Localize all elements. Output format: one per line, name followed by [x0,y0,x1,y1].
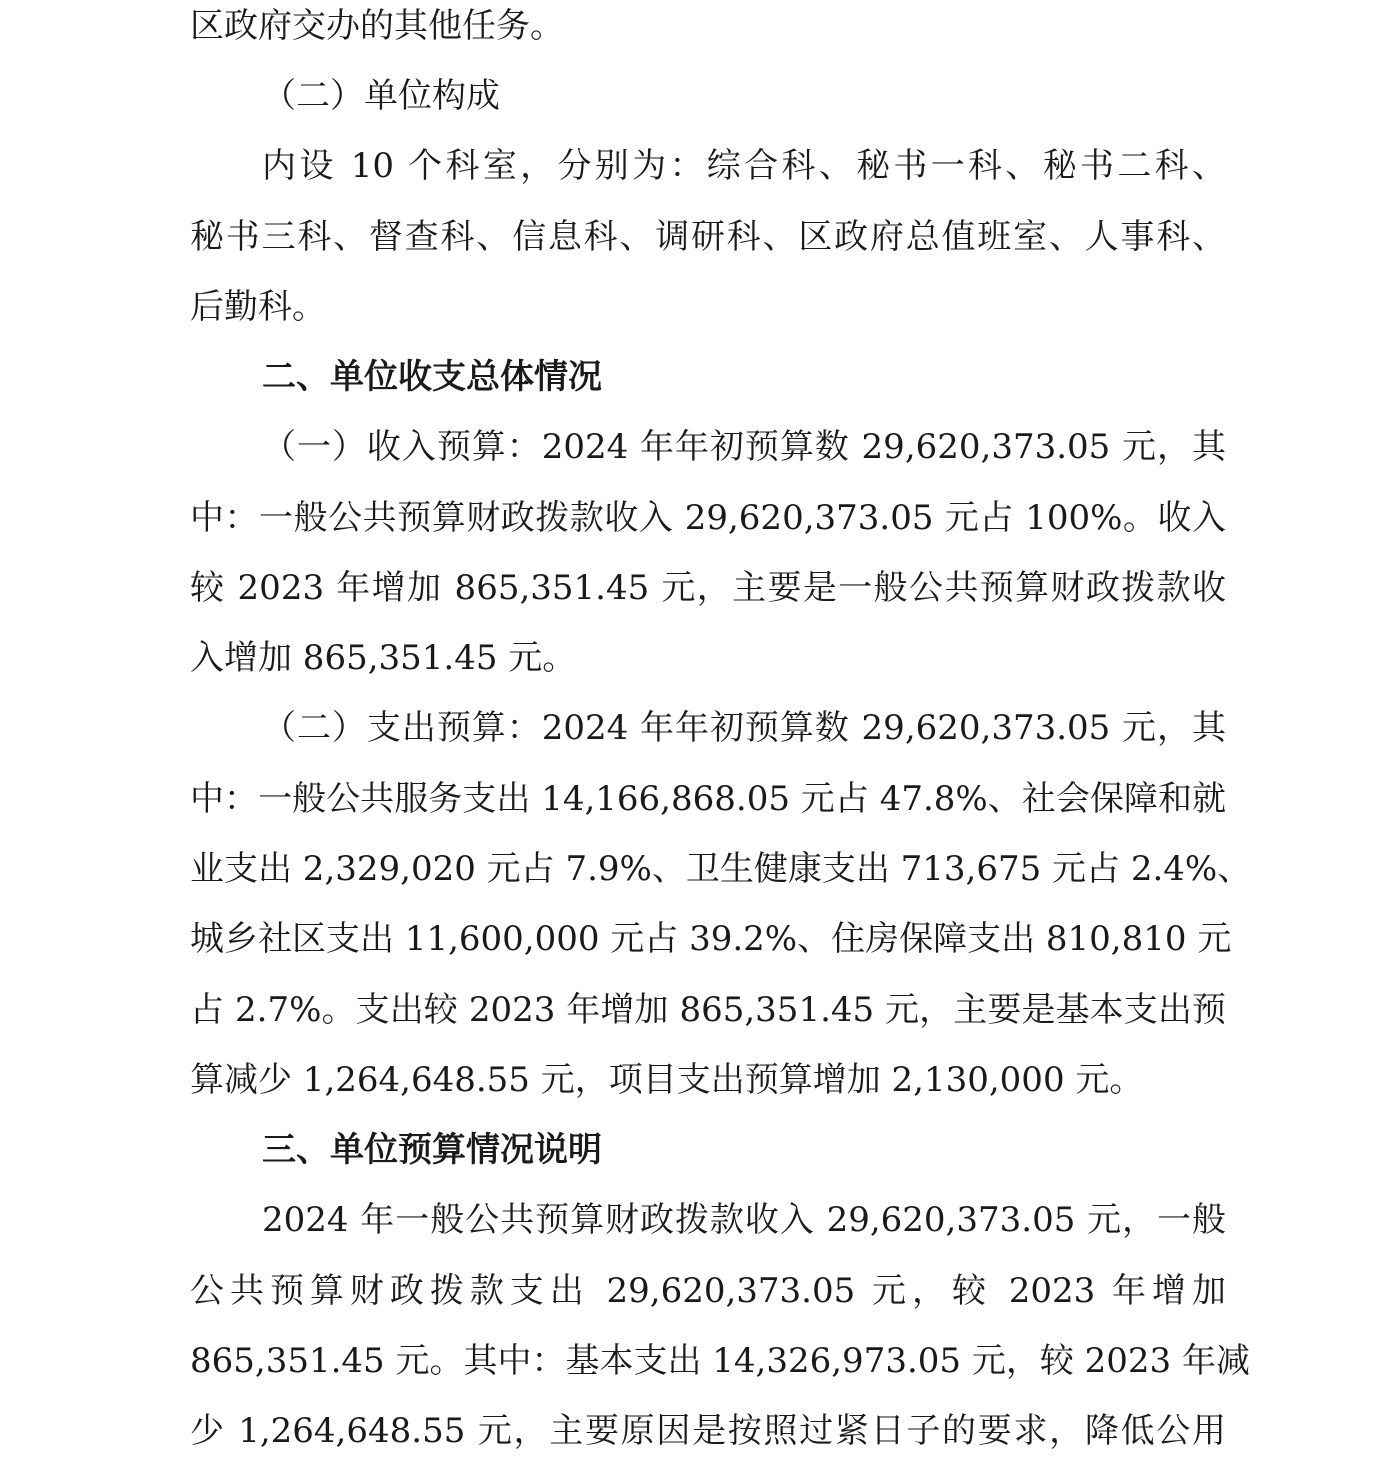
body-text-line: 2024 年一般公共预算财政拨款收入 29,620,373.05 元，一般 [262,1200,1226,1240]
body-text-line: 算减少 1,264,648.55 元，项目支出预算增加 2,130,000 元。 [190,1060,1144,1100]
body-text-line: （一）收入预算：2024 年年初预算数 29,620,373.05 元，其 [262,427,1226,467]
body-text-line: 占 2.7%。支出较 2023 年增加 865,351.45 元，主要是基本支出预 [190,990,1226,1030]
body-text-line: （二）支出预算：2024 年年初预算数 29,620,373.05 元，其 [262,708,1226,748]
body-text-line: 后勤科。 [190,287,326,327]
body-text-line: 较 2023 年增加 865,351.45 元，主要是一般公共预算财政拨款收 [190,568,1226,608]
body-text-line: 业支出 2,329,020 元占 7.9%、卫生健康支出 713,675 元占 2.4%、 [190,849,1252,889]
body-text-line: 入增加 865,351.45 元。 [190,638,577,678]
section-heading: 三、单位预算情况说明 [262,1130,602,1170]
body-text-line: 865,351.45 元。其中：基本支出 14,326,973.05 元，较 2023 年减 [190,1341,1250,1381]
body-text-line: 内设 10 个科室，分别为：综合科、秘书一科、秘书二科、 [262,146,1226,186]
body-text-line: 区政府交办的其他任务。 [190,6,564,46]
body-text-line: 秘书三科、督查科、信息科、调研科、区政府总值班室、人事科、 [190,217,1226,257]
body-text-line: 中：一般公共服务支出 14,166,868.05 元占 47.8%、社会保障和就 [190,779,1226,819]
section-heading: 二、单位收支总体情况 [262,357,602,397]
subsection-heading: （二）单位构成 [262,76,500,116]
body-text-line: 中：一般公共预算财政拨款收入 29,620,373.05 元占 100%。收入 [190,498,1226,538]
body-text-line: 少 1,264,648.55 元，主要原因是按照过紧日子的要求，降低公用 [190,1411,1226,1451]
body-text-line: 城乡社区支出 11,600,000 元占 39.2%、住房保障支出 810,810 元 [190,919,1232,959]
body-text-line: 公共预算财政拨款支出 29,620,373.05 元，较 2023 年增加 [190,1271,1226,1311]
